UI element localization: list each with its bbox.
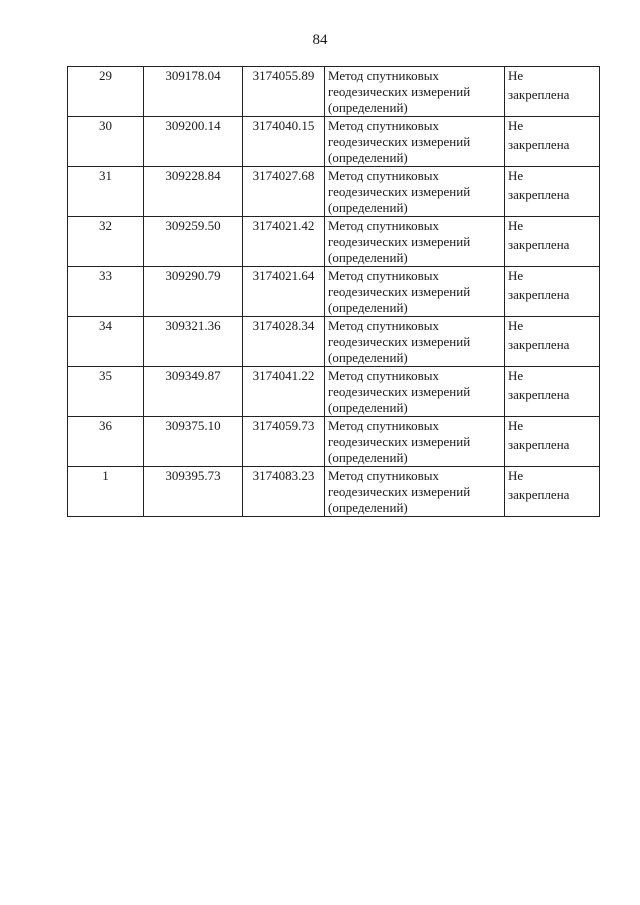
x-coordinate-cell: 309200.14 xyxy=(144,117,243,167)
point-number-cell: 36 xyxy=(68,417,144,467)
fixation-cell xyxy=(505,117,600,167)
method-cell: Метод спутниковых геодезических измерений (определений) xyxy=(325,217,505,267)
coordinates-table-body xyxy=(68,67,600,517)
method-cell: Метод спутниковых геодезических измерений (определений) xyxy=(325,467,505,517)
x-coordinate-cell: 309375.10 xyxy=(144,417,243,467)
x-coordinate-cell: 309259.50 xyxy=(144,217,243,267)
point-number-cell: 33 xyxy=(68,267,144,317)
point-number-cell: 35 xyxy=(68,367,144,417)
fixation-line1: Не xyxy=(508,468,524,483)
x-coordinate-cell: 309228.84 xyxy=(144,167,243,217)
table-row xyxy=(68,267,600,317)
fixation-cell xyxy=(505,417,600,467)
fixation-line1: Не xyxy=(508,268,524,283)
point-number-cell: 32 xyxy=(68,217,144,267)
fixation-line1: Не xyxy=(508,118,524,133)
method-cell: Метод спутниковых геодезических измерений (определений) xyxy=(325,317,505,367)
fixation-line2: закреплена xyxy=(508,487,570,502)
method-cell: Метод спутниковых геодезических измерений (определений) xyxy=(325,67,505,117)
fixation-line2: закреплена xyxy=(508,287,570,302)
page-number: 84 xyxy=(312,32,328,48)
table-row xyxy=(68,217,600,267)
point-number-cell: 1 xyxy=(68,467,144,517)
x-coordinate-cell: 309290.79 xyxy=(144,267,243,317)
y-coordinate-cell: 3174083.23 xyxy=(243,467,325,517)
fixation-line2: закреплена xyxy=(508,137,570,152)
fixation-line2: закреплена xyxy=(508,187,570,202)
fixation-line2: закреплена xyxy=(508,337,570,352)
fixation-cell xyxy=(505,67,600,117)
y-coordinate-cell: 3174027.68 xyxy=(243,167,325,217)
fixation-line1: Не xyxy=(508,68,524,83)
fixation-cell xyxy=(505,467,600,517)
table-row xyxy=(68,367,600,417)
fixation-cell xyxy=(505,317,600,367)
table-row xyxy=(68,417,600,467)
method-cell: Метод спутниковых геодезических измерений (определений) xyxy=(325,267,505,317)
y-coordinate-cell: 3174040.15 xyxy=(243,117,325,167)
y-coordinate-cell: 3174055.89 xyxy=(243,67,325,117)
table-row xyxy=(68,167,600,217)
method-cell: Метод спутниковых геодезических измерений (определений) xyxy=(325,167,505,217)
x-coordinate-cell: 309349.87 xyxy=(144,367,243,417)
y-coordinate-cell: 3174041.22 xyxy=(243,367,325,417)
fixation-cell xyxy=(505,367,600,417)
fixation-line1: Не xyxy=(508,218,524,233)
point-number-cell: 31 xyxy=(68,167,144,217)
fixation-cell xyxy=(505,217,600,267)
fixation-line2: закреплена xyxy=(508,437,570,452)
method-cell: Метод спутниковых геодезических измерений (определений) xyxy=(325,367,505,417)
y-coordinate-cell: 3174021.42 xyxy=(243,217,325,267)
fixation-cell xyxy=(505,167,600,217)
table-row xyxy=(68,67,600,117)
x-coordinate-cell: 309178.04 xyxy=(144,67,243,117)
table-row xyxy=(68,467,600,517)
fixation-line1: Не xyxy=(508,168,524,183)
table-row xyxy=(68,117,600,167)
fixation-line2: закреплена xyxy=(508,387,570,402)
method-cell: Метод спутниковых геодезических измерений (определений) xyxy=(325,417,505,467)
fixation-line1: Не xyxy=(508,368,524,383)
y-coordinate-cell: 3174021.64 xyxy=(243,267,325,317)
fixation-line1: Не xyxy=(508,418,524,433)
point-number-cell: 30 xyxy=(68,117,144,167)
x-coordinate-cell: 309395.73 xyxy=(144,467,243,517)
fixation-cell xyxy=(505,267,600,317)
coordinates-table xyxy=(67,66,600,517)
y-coordinate-cell: 3174028.34 xyxy=(243,317,325,367)
point-number-cell: 34 xyxy=(68,317,144,367)
method-cell: Метод спутниковых геодезических измерений (определений) xyxy=(325,117,505,167)
x-coordinate-cell: 309321.36 xyxy=(144,317,243,367)
y-coordinate-cell: 3174059.73 xyxy=(243,417,325,467)
fixation-line2: закреплена xyxy=(508,87,570,102)
table-row xyxy=(68,317,600,367)
fixation-line2: закреплена xyxy=(508,237,570,252)
point-number-cell: 29 xyxy=(68,67,144,117)
fixation-line1: Не xyxy=(508,318,524,333)
